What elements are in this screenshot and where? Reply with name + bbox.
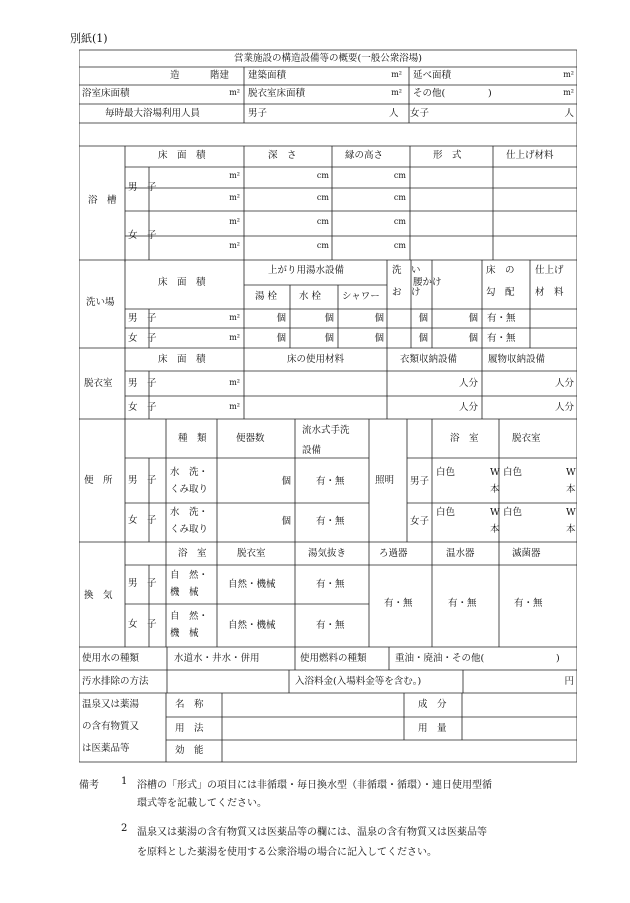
unit-sqm: m²: [229, 333, 240, 342]
water-heater-header: 温水器: [446, 548, 475, 559]
facility-overview-form: [79, 49, 577, 763]
basin-header-line-2: お け: [392, 287, 421, 298]
toilet-male-label: 男 子: [128, 475, 157, 486]
notes-heading: 備考: [79, 780, 99, 791]
unit-count: 個: [281, 515, 291, 527]
unit-sqm: m²: [229, 217, 240, 226]
unit-cm: cm: [316, 241, 329, 250]
washing-male-label: 男 子: [128, 313, 157, 324]
toilet-female-label: 女 子: [128, 515, 157, 526]
ventilation-section-label: 換 気: [84, 590, 113, 601]
dressing-section-label: 脱衣室: [84, 378, 113, 389]
fuel-type-value: 重油・廃油・その他(: [395, 653, 485, 664]
unit-watt: W: [490, 467, 500, 478]
steam-vent-yes-no: 有・無: [316, 578, 345, 590]
finish-header-line-2: 材 料: [535, 287, 564, 298]
unit-pieces: 本: [490, 484, 500, 495]
unit-persons: 人分: [554, 402, 574, 413]
white-light-label: 白色: [436, 467, 456, 478]
building-area-label: 建築面積: [248, 70, 287, 81]
unit-sqm: m²: [229, 241, 240, 250]
vent-natural-line-2: 機 械: [170, 628, 199, 639]
toilet-type-header: 種 類: [178, 433, 207, 444]
bench-header: 腰かけ: [413, 277, 442, 288]
slope-yes-no: 有・無: [487, 313, 516, 324]
sterilizer-header: 滅菌器: [512, 548, 541, 559]
unit-persons: 人分: [458, 402, 478, 413]
bathtub-female-label: 女 子: [128, 230, 157, 241]
other-label: その他(: [413, 88, 446, 99]
toilet-count-header: 便器数: [236, 433, 265, 444]
washing-female-label: 女 子: [128, 333, 157, 344]
unit-count: 個: [418, 333, 428, 344]
total-floor-area-label: 延べ面積: [413, 70, 452, 81]
water-type-label: 使用水の種類: [82, 653, 140, 664]
basin-header-line-1: 洗 い: [392, 265, 421, 276]
form-title: 営業施設の構造設備等の概要(一般公衆浴場): [234, 53, 422, 64]
unit-count: 個: [276, 313, 286, 324]
unit-count: 個: [374, 313, 384, 324]
unit-cm: cm: [393, 217, 406, 226]
filter-yes-no: 有・無: [384, 598, 413, 609]
vent-male-label: 男 子: [128, 578, 157, 589]
white-light-label: 白色: [503, 467, 523, 478]
attachment-label: 別紙(1): [70, 32, 108, 45]
male-label: 男子: [248, 108, 268, 119]
toilet-section-label: 便 所: [84, 475, 113, 486]
unit-watt: W: [566, 467, 576, 478]
person-unit: 人: [564, 108, 574, 119]
water-heater-yes-no: 有・無: [448, 598, 477, 609]
unit-persons: 人分: [554, 378, 574, 389]
unit-count: 個: [276, 333, 286, 344]
filter-header: ろ過器: [379, 548, 408, 559]
vent-mode-value: 自然・機械: [228, 578, 276, 590]
note-2-line-1: 温泉又は薬湯の含有物質又は医薬品等の欄には、温泉の含有物質又は医薬品等: [137, 827, 487, 838]
dressing-floor-area-header: 床 面 積: [158, 354, 206, 365]
unit-watt: W: [566, 507, 576, 518]
unit-count: 個: [468, 333, 478, 344]
unit-count: 個: [468, 313, 478, 324]
unit-pieces: 本: [566, 524, 576, 535]
structure-label: 造: [170, 70, 180, 81]
unit-pieces: 本: [490, 524, 500, 535]
hand-wash-header-line-2: 設備: [302, 445, 322, 456]
bathtub-depth-header: 深 さ: [268, 150, 297, 161]
vent-natural-line-1: 自 然・: [170, 570, 209, 581]
steam-vent-header: 湯気抜き: [308, 548, 347, 559]
white-light-label: 白色: [503, 507, 523, 518]
flush-type-line-2: くみ取り: [170, 524, 209, 535]
light-dressing-room-header: 脱衣室: [512, 433, 541, 444]
slope-header-line-1: 床 の: [486, 265, 515, 276]
unit-sqm: m²: [229, 402, 240, 411]
vent-mode-value: 自然・機械: [228, 619, 276, 631]
unit-count: 個: [374, 333, 384, 344]
bathroom-floor-area-label: 浴室床面積: [82, 88, 130, 99]
flush-type-line-2: くみ取り: [170, 484, 209, 495]
dressing-floor-area-label: 脱衣室床面積: [248, 88, 306, 99]
dosage-label: 用 量: [418, 723, 447, 734]
clothes-storage-header: 衣類収納設備: [400, 354, 458, 365]
washing-floor-area-header: 床 面 積: [158, 277, 206, 288]
steam-vent-yes-no: 有・無: [316, 619, 345, 631]
finish-header-line-1: 仕上げ: [535, 265, 564, 276]
hot-water-equipment-header: 上がり用湯水設備: [268, 265, 345, 276]
hot-spring-label-line-1: 温泉又は薬湯: [82, 699, 140, 710]
cold-tap-header: 水 栓: [299, 291, 322, 302]
dressing-male-label: 男 子: [128, 378, 157, 389]
fuel-type-close: ): [556, 653, 560, 664]
bathtub-male-label: 男 子: [128, 182, 157, 193]
unit-count: 個: [324, 333, 334, 344]
bathtub-rim-height-header: 縁の高さ: [345, 150, 384, 161]
note-2-number: 2: [121, 823, 128, 834]
unit-sqm: m²: [391, 70, 402, 79]
unit-sqm: m²: [229, 378, 240, 387]
unit-count: 個: [418, 313, 428, 324]
unit-persons: 人分: [458, 378, 478, 389]
note-2-line-2: を原料とした薬湯を使用する公衆浴場の場合に記入してください。: [137, 847, 437, 858]
effect-label: 効 能: [175, 745, 204, 756]
bathtub-floor-area-header: 床 面 積: [158, 150, 206, 161]
max-users-label: 毎時最大浴場利用人員: [105, 108, 201, 119]
unit-sqm: m²: [563, 70, 574, 79]
vent-female-label: 女 子: [128, 619, 157, 630]
unit-sqm: m²: [229, 171, 240, 180]
hand-wash-header-line-1: 流水式手洗: [302, 425, 350, 436]
hand-wash-yes-no: 有・無: [316, 515, 345, 527]
drainage-method-label: 汚水排除の方法: [82, 676, 149, 687]
sterilizer-yes-no: 有・無: [514, 598, 543, 609]
dressing-floor-material-header: 床の使用材料: [287, 354, 345, 365]
unit-count: 個: [281, 475, 291, 487]
slope-yes-no: 有・無: [487, 333, 516, 344]
bathtub-section-label: 浴 槽: [88, 195, 117, 206]
washing-section-label: 洗い場: [86, 297, 115, 308]
flush-type-line-1: 水 洗・: [170, 467, 209, 478]
unit-sqm: m²: [229, 193, 240, 202]
unit-yen: 円: [564, 676, 574, 687]
hand-wash-yes-no: 有・無: [316, 475, 345, 487]
unit-cm: cm: [393, 193, 406, 202]
vent-bath-header: 浴 室: [178, 548, 207, 559]
note-1-number: 1: [121, 776, 128, 787]
bath-fee-label: 入浴料金(入場料金等を含む。): [295, 676, 422, 687]
unit-count: 個: [324, 313, 334, 324]
unit-cm: cm: [316, 193, 329, 202]
substance-name-label: 名 称: [175, 699, 204, 710]
note-1-line-1: 浴槽の「形式」の項目には非循環・毎日換水型（非循環・循環）・連日使用型循: [137, 780, 492, 791]
unit-sqm: m²: [391, 88, 402, 97]
unit-cm: cm: [316, 171, 329, 180]
shoe-storage-header: 履物収納設備: [488, 354, 546, 365]
floors-label: 階建: [210, 70, 230, 81]
light-gender-label: 女子: [410, 515, 430, 527]
hot-tap-header: 湯 栓: [255, 291, 278, 302]
bathtub-type-header: 形 式: [433, 150, 462, 161]
lighting-label: 照明: [375, 475, 395, 486]
light-bath-room-header: 浴 室: [450, 433, 479, 444]
fuel-type-label: 使用燃料の種類: [300, 653, 367, 664]
water-type-value: 水道水・井水・併用: [174, 653, 260, 664]
dressing-female-label: 女 子: [128, 402, 157, 413]
white-light-label: 白色: [436, 507, 456, 518]
unit-cm: cm: [316, 217, 329, 226]
unit-pieces: 本: [566, 484, 576, 495]
ingredient-label: 成 分: [418, 699, 447, 710]
unit-sqm: m²: [229, 313, 240, 322]
shower-header: シャワー: [342, 291, 380, 302]
flush-type-line-1: 水 洗・: [170, 507, 209, 518]
vent-natural-line-2: 機 械: [170, 587, 199, 598]
vent-natural-line-1: 自 然・: [170, 611, 209, 622]
usage-method-label: 用 法: [175, 723, 204, 734]
slope-header-line-2: 勾 配: [486, 287, 515, 298]
hot-spring-label-line-3: は医薬品等: [82, 743, 130, 754]
unit-watt: W: [490, 507, 500, 518]
unit-cm: cm: [393, 171, 406, 180]
unit-sqm: m²: [563, 88, 574, 97]
light-gender-label: 男子: [410, 475, 430, 487]
female-label: 女子: [410, 108, 430, 119]
unit-sqm: m²: [229, 88, 240, 97]
vent-dressing-header: 脱衣室: [237, 548, 266, 559]
unit-cm: cm: [393, 241, 406, 250]
person-unit: 人: [389, 108, 399, 119]
bathtub-finish-header: 仕上げ材料: [506, 150, 554, 161]
note-1-line-2: 環式等を記載してください。: [137, 798, 267, 809]
other-close: ): [488, 88, 492, 99]
hot-spring-label-line-2: の含有物質又: [82, 721, 140, 732]
